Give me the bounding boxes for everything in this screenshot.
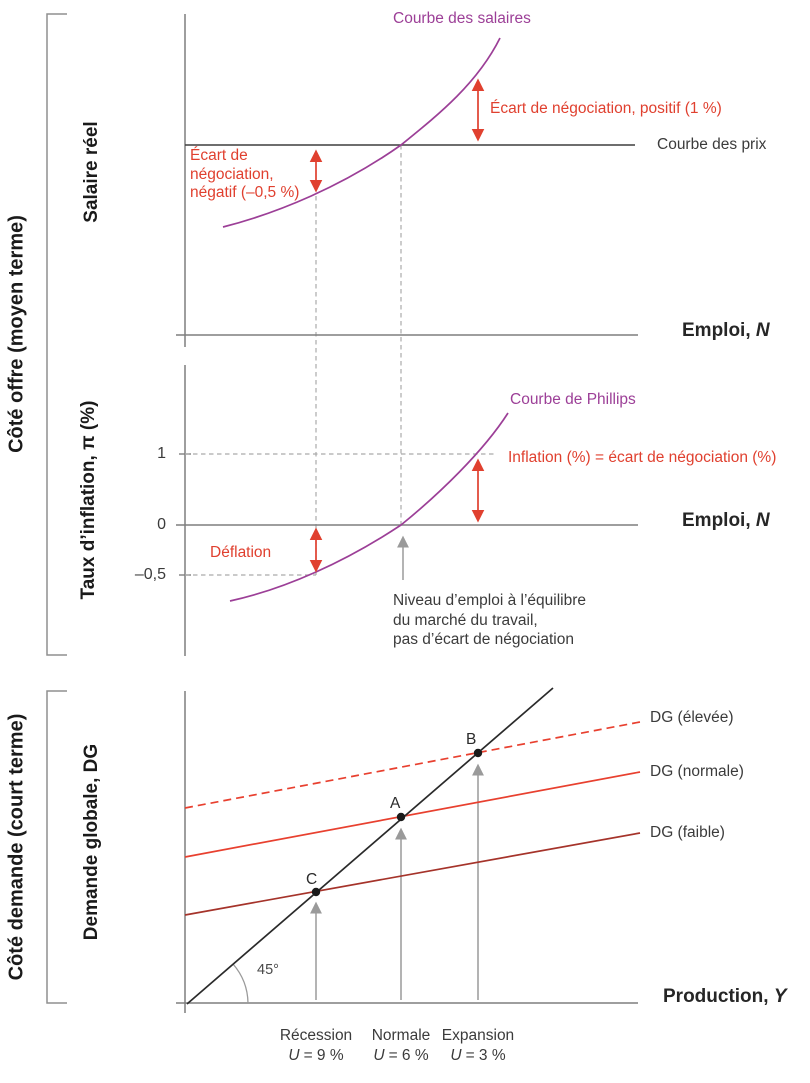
category-expansion-name: Expansion	[441, 1027, 515, 1044]
equilibrium-note	[393, 591, 586, 650]
negative-gap-line-2: négociation,	[190, 165, 274, 183]
point-b-label: B	[466, 731, 477, 748]
equilibrium-note-line-3: pas d’écart de négociation	[393, 631, 574, 648]
point-c-dot	[312, 888, 320, 896]
price-curve-label: Courbe des prix	[657, 136, 767, 153]
production-label-var: Y	[773, 986, 787, 1007]
phillips-x-label-var: N	[755, 510, 770, 531]
wage-panel-y-axis-label: Salaire réel	[81, 121, 102, 223]
point-a-dot	[397, 813, 405, 821]
point-c-label: C	[306, 871, 318, 888]
phillips-curve-label: Courbe de Phillips	[510, 391, 636, 408]
angle-45-arc	[233, 964, 248, 1003]
angle-45-label: 45°	[257, 962, 279, 978]
category-normal-name: Normale	[371, 1027, 431, 1044]
u-var: U	[450, 1047, 462, 1064]
negative-gap-label	[190, 147, 299, 203]
dg-low-line	[185, 833, 640, 915]
wage-x-label-var: N	[755, 320, 770, 341]
demand-panel-y-axis-label: Demande globale, DG	[81, 743, 102, 941]
deflation-label: Déflation	[210, 544, 272, 561]
u-value: = 9 %	[303, 1047, 344, 1064]
production-label-text: Production,	[663, 986, 774, 1007]
demand-side-bracket	[47, 691, 67, 1003]
negative-gap-line-3: négatif (–0,5 %)	[190, 184, 300, 201]
demand-side-label: Côté demande (court terme)	[5, 713, 28, 981]
negative-gap-line-1: Écart de	[190, 147, 248, 164]
dg-high-label: DG (élevée)	[650, 709, 734, 726]
wage-curve-label: Courbe des salaires	[393, 10, 531, 27]
dg-normal-line	[185, 772, 640, 857]
dg-normal-label: DG (normale)	[650, 763, 744, 780]
u-var: U	[373, 1047, 385, 1064]
category-recession-name: Récession	[279, 1027, 353, 1044]
dg-high-line	[185, 722, 640, 808]
y-tick-1: 1	[157, 445, 166, 462]
phillips-curve	[230, 413, 508, 601]
y-tick-neg05: –0,5	[134, 566, 166, 583]
phillips-x-label-text: Emploi,	[682, 510, 756, 531]
wage-x-label-text: Emploi,	[682, 320, 756, 341]
category-expansion	[423, 1026, 533, 1066]
demand-panel-x-axis-label	[663, 988, 787, 1007]
inflation-note-label: Inflation (%) = écart de négociation (%)	[508, 449, 777, 466]
equilibrium-note-line-2: du marché du travail,	[393, 611, 538, 629]
category-expansion-unemployment	[423, 1046, 533, 1066]
point-b-dot	[474, 749, 482, 757]
positive-gap-label: Écart de négociation, positif (1 %)	[490, 100, 722, 117]
phillips-panel-x-axis-label	[682, 512, 770, 531]
dg-low-label: DG (faible)	[650, 824, 725, 841]
u-var: U	[288, 1047, 300, 1064]
supply-side-bracket	[47, 14, 67, 655]
equilibrium-note-line-1: Niveau d’emploi à l’équilibre	[393, 592, 586, 609]
u-value: = 3 %	[465, 1047, 506, 1064]
point-a-label: A	[390, 795, 401, 812]
u-value: = 6 %	[388, 1047, 429, 1064]
supply-side-label: Côté offre (moyen terme)	[5, 215, 28, 453]
wage-panel-x-axis-label	[682, 322, 770, 341]
y-tick-0: 0	[157, 516, 166, 533]
phillips-panel-y-axis-label: Taux d’inflation, π (%)	[78, 400, 99, 600]
